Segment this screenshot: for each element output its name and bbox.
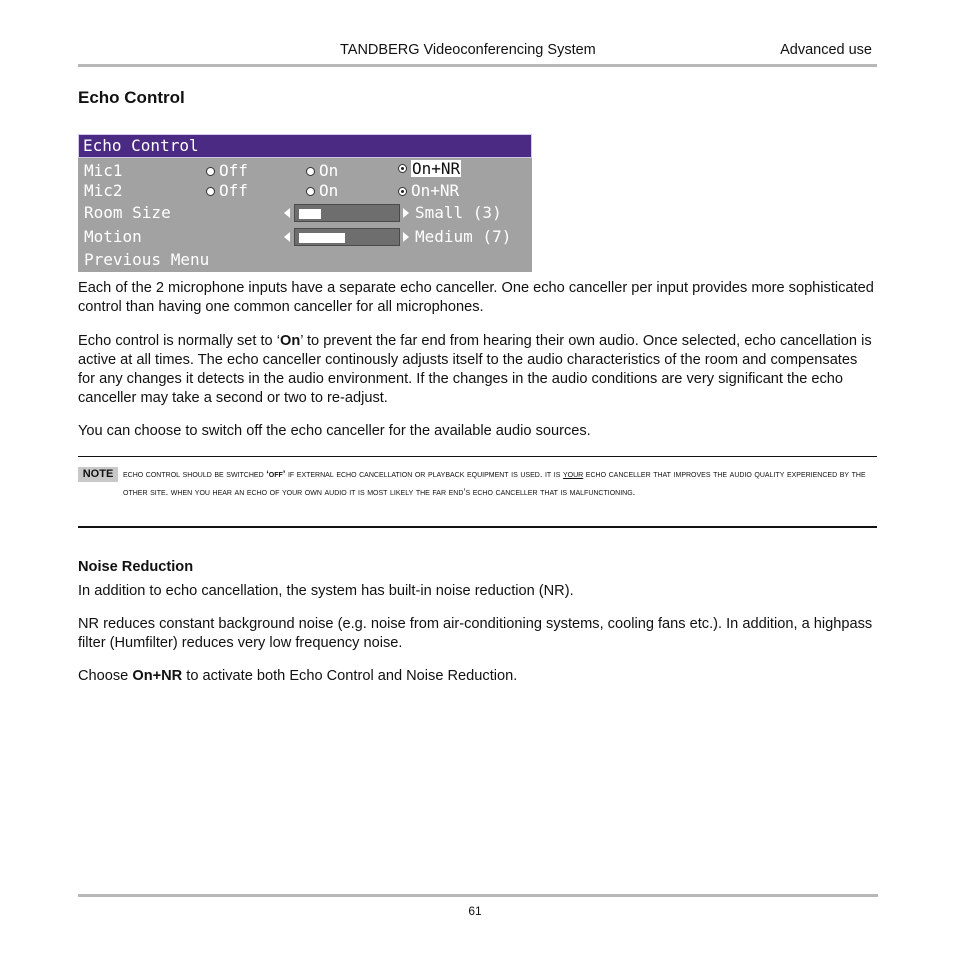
slider-value: Medium (7) [415, 227, 512, 246]
menu-row-label: Previous Menu [84, 250, 210, 269]
underlined-your: your [562, 469, 584, 479]
option-label: On [319, 181, 339, 200]
text-span: echo control should be switched [123, 469, 267, 479]
note-bottom-rule [78, 526, 877, 528]
header-rule [78, 64, 877, 67]
option-label: Off [219, 161, 248, 180]
room-size-slider[interactable] [294, 204, 400, 222]
option-label: On+NR [411, 181, 460, 200]
bold-on: On [279, 333, 301, 349]
section-label: Advanced use [780, 42, 872, 58]
document-title: TANDBERG Videoconferencing System [340, 42, 596, 58]
page-number: 61 [468, 904, 482, 918]
text-span: to activate both Echo Control and Noise Reduction. [182, 668, 518, 684]
paragraph-echo-intro: Each of the 2 microphone inputs have a separate echo canceller. One echo canceller per input provides more sophisticated control than having one common canceller for all microphones. [78, 280, 874, 315]
mic1-option-on-nr[interactable] [398, 160, 461, 177]
bold-off: ‘off’ [266, 469, 286, 479]
text-span: Choose [78, 668, 133, 684]
paragraph-echo-default [78, 332, 878, 408]
arrow-right-icon[interactable] [403, 232, 409, 242]
bold-on-nr: On+NR [132, 668, 183, 684]
mic2-option-on[interactable] [306, 180, 338, 202]
radio-on-icon [398, 164, 407, 173]
radio-off-icon [306, 167, 315, 176]
mic2-option-off[interactable] [206, 180, 248, 202]
menu-row-mic1[interactable] [78, 160, 532, 182]
menu-row-label: Motion [84, 227, 142, 246]
section-title: Echo Control [78, 88, 185, 107]
paragraph-switch-off: You can choose to switch off the echo canceller for the available audio sources. [78, 423, 591, 439]
slider-value: Small (3) [415, 203, 502, 222]
menu-row-label: Room Size [84, 203, 171, 222]
option-label: Off [219, 181, 248, 200]
footer-rule [78, 894, 878, 897]
radio-on-icon [398, 187, 407, 196]
radio-off-icon [206, 167, 215, 176]
radio-off-icon [206, 187, 215, 196]
text-span: Echo control is normally set to ‘ [78, 333, 280, 349]
paragraph-nr-detail: NR reduces constant background noise (e.g. noise from air-conditioning systems, cooling fans etc.). In addition, a highpass filter (Humfilter) reduces very low frequency noise. [78, 616, 873, 651]
text-span: ’ to prevent the far end from hearing their own audio. Once selected, echo cancellation is active at all times. The echo canceller continously adjusts itself to the audio characteristics of the room and compensates for any changes it detects in the audio environment. If the changes in the audio conditions are very significant the echo canceller may take a second or two to re-adjust. [78, 333, 872, 406]
text-span: echo canceller that improves the audio quality experienced by the other site. when you hear an echo of your own audio it is most likely the far end’s echo canceller that is malfunctioning. [123, 469, 866, 497]
slider-fill [299, 209, 321, 219]
mic1-option-off[interactable] [206, 160, 248, 182]
subsection-title: Noise Reduction [78, 559, 194, 575]
note-text [123, 466, 868, 501]
note-badge: NOTE [78, 467, 118, 482]
menu-item-previous-menu[interactable] [78, 249, 532, 271]
menu-row-label: Mic2 [84, 181, 123, 200]
arrow-left-icon[interactable] [284, 232, 290, 242]
note-top-rule [78, 456, 877, 457]
page-header [78, 42, 877, 64]
slider-fill [299, 233, 345, 243]
mic1-option-on[interactable] [306, 160, 338, 182]
menu-row-label: Mic1 [84, 161, 123, 180]
menu-title: Echo Control [78, 134, 532, 158]
option-label-selected: On+NR [412, 159, 461, 178]
arrow-left-icon[interactable] [284, 208, 290, 218]
menu-row-room-size[interactable] [78, 202, 532, 224]
menu-row-motion[interactable] [78, 226, 532, 248]
radio-off-icon [306, 187, 315, 196]
arrow-right-icon[interactable] [403, 208, 409, 218]
mic2-option-on-nr[interactable] [398, 180, 459, 202]
option-label: On [319, 161, 339, 180]
motion-slider[interactable] [294, 228, 400, 246]
paragraph-nr-intro: In addition to echo cancellation, the system has built-in noise reduction (NR). [78, 583, 574, 599]
text-span: if external echo cancellation or playback equipment is used. it is [285, 469, 563, 479]
menu-row-mic2[interactable] [78, 180, 532, 202]
paragraph-nr-choose [78, 667, 878, 686]
echo-control-menu [78, 134, 532, 272]
